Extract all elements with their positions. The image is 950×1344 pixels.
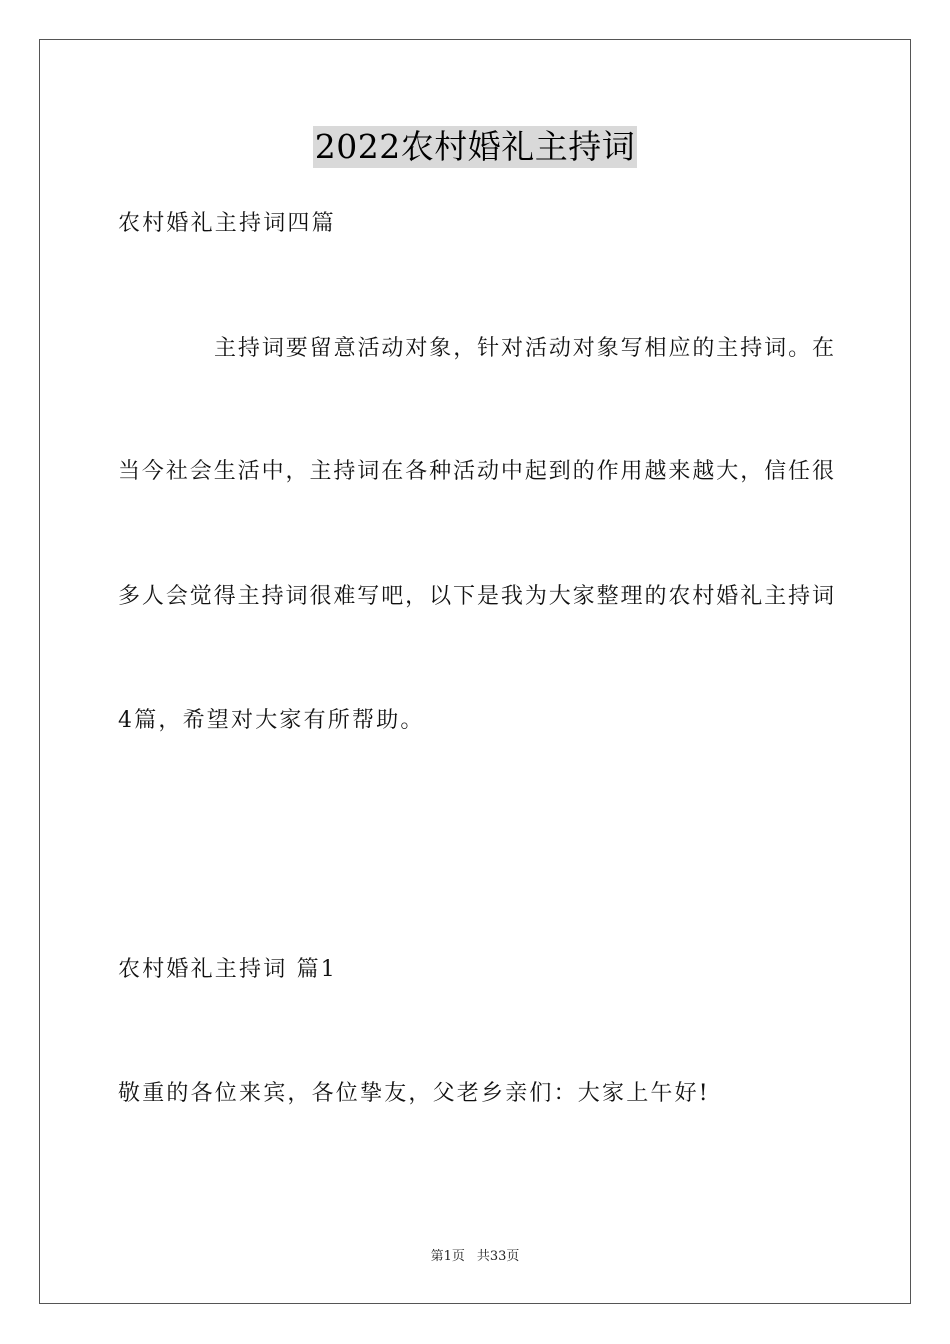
document-title: 2022农村婚礼主持词: [314, 127, 636, 166]
section-heading: 农村婚礼主持词 篇1: [118, 957, 337, 982]
title-container: [0, 126, 950, 168]
intro-line-4: 4篇，希望对大家有所帮助。: [118, 708, 425, 733]
page-number: 第1页: [430, 1249, 465, 1264]
intro-line-2: 当今社会生活中，主持词在各种活动中起到的作用越来越大，信任很: [118, 459, 834, 484]
document-subtitle: 农村婚礼主持词四篇: [118, 211, 336, 236]
intro-line-1: 主持词要留意活动对象，针对活动对象写相应的主持词。在: [214, 336, 834, 361]
intro-line-3: 多人会觉得主持词很难写吧，以下是我为大家整理的农村婚礼主持词: [118, 584, 834, 609]
greeting-line: 敬重的各位来宾，各位挚友，父老乡亲们：大家上午好!: [118, 1081, 710, 1106]
page-total: 共33页: [476, 1249, 520, 1264]
page-footer: [0, 1248, 950, 1266]
